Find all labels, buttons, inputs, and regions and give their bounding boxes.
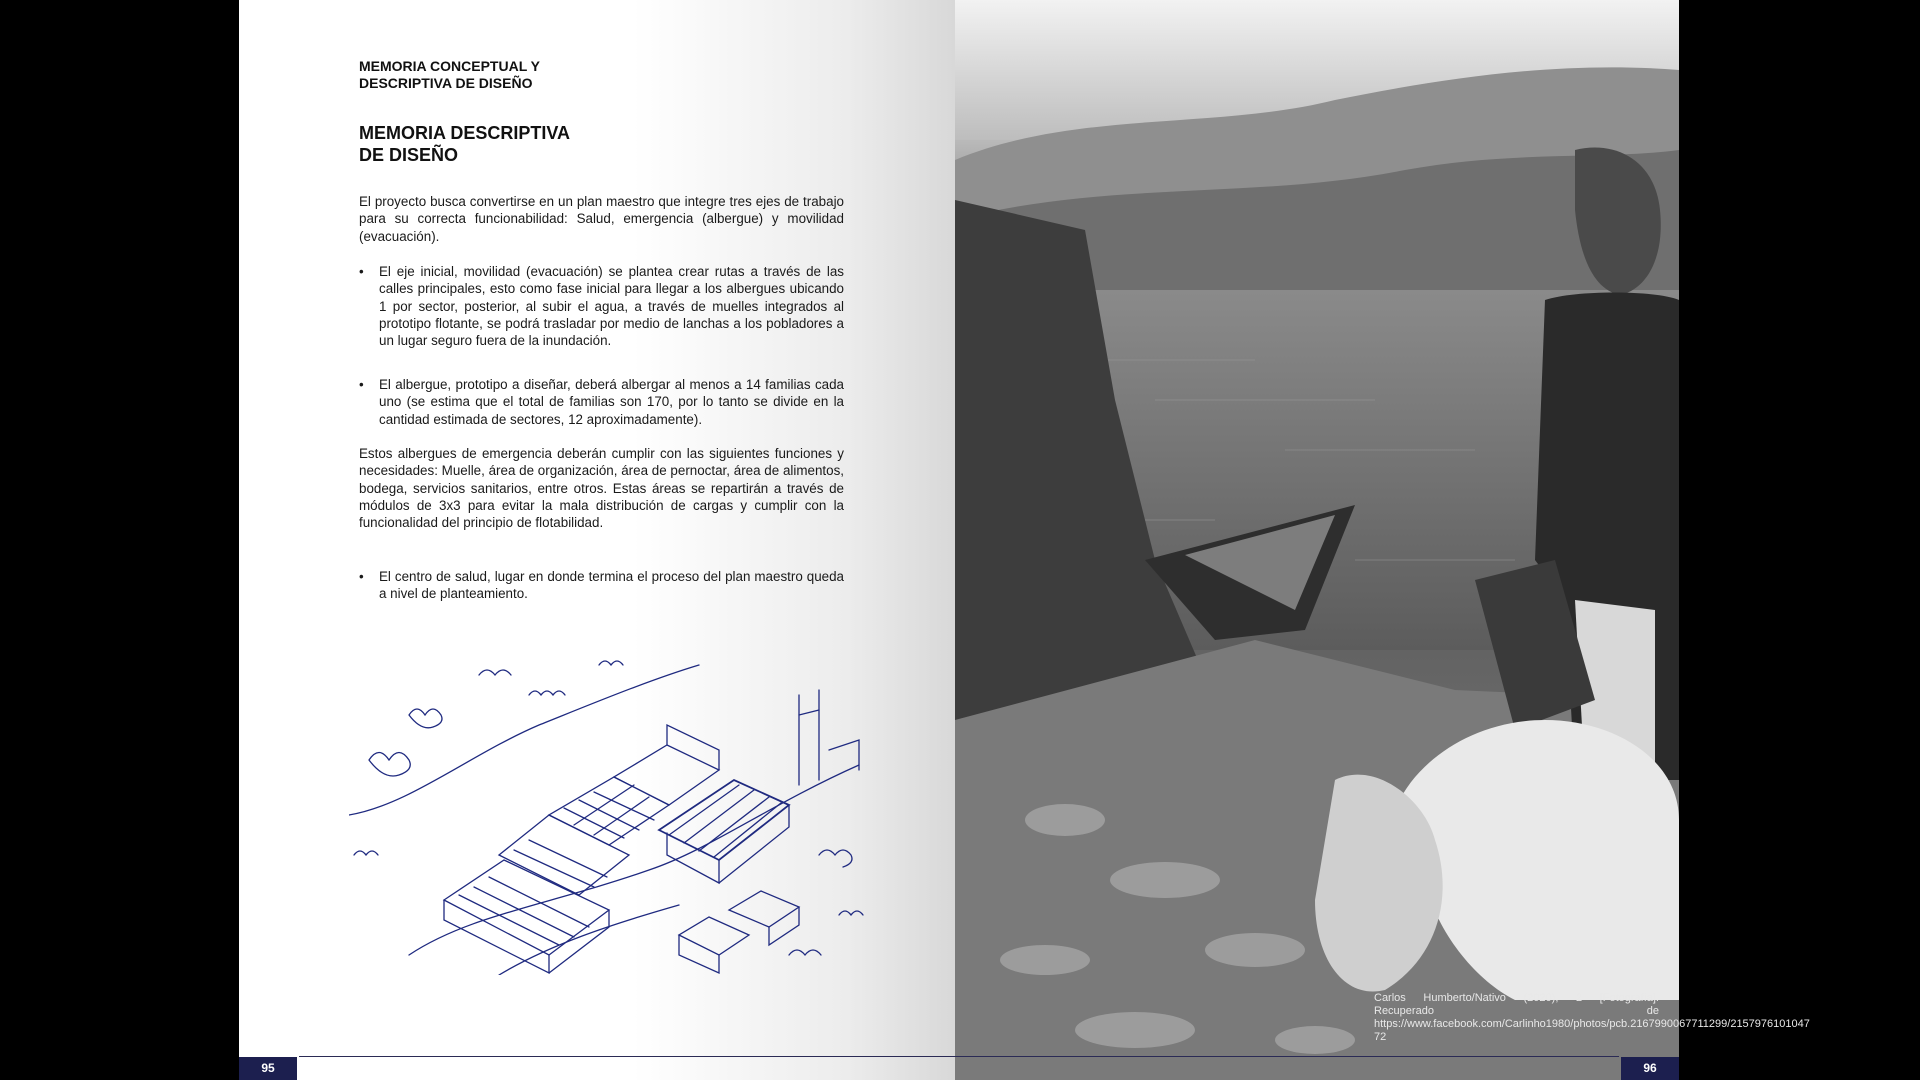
bullet-item xyxy=(359,376,844,428)
bullet-dot: • xyxy=(359,377,364,392)
bullet-text: El eje inicial, movilidad (evacuación) se plantea crear rutas a través de las calles principales, esto como fase inicial para llegar a los albergues ubicando 1 por sector, posterior, al subir el agua, a través de muelles integrados al prototipo flotante, se podrá trasladar por medio de lanchas a los pobladores a un lugar seguro fuera de la inundación. xyxy=(379,264,844,349)
shelter-sketch xyxy=(349,655,869,975)
bullet-dot: • xyxy=(359,569,364,584)
page-heading: MEMORIA DESCRIPTIVA DE DISEÑO xyxy=(359,123,571,165)
intro-paragraph: El proyecto busca convertirse en un plan maestro que integre tres ejes de trabajo para su correcta funcionabilidad: Salud, emergencia (albergue) y movilidad (evacuación). xyxy=(359,194,844,244)
photo-credit: Carlos Humberto/Nativo (2020), 2 [Fotografía]. Recuperado de https://www.facebook.com/Carlinho1980/photos/pcb.2167990067711299/2157976101047 72 xyxy=(1374,992,1810,1043)
page-number-left: 95 xyxy=(239,1057,297,1080)
bullet-item xyxy=(359,263,844,349)
footer-rule xyxy=(299,1056,1619,1057)
functions-paragraph: Estos albergues de emergencia deberán cumplir con las siguientes funciones y necesidades: Muelle, área de organización, área de pernoctar, área de alimentos, bodega, servicios sanitarios, entre otros. Estas áreas se repartirán a través de módulos de 3x3 para evitar la mala distribución de cargas y cumplir con la funcionalidad del principio de flotabilidad. xyxy=(359,446,844,531)
page-number-right: 96 xyxy=(1621,1057,1679,1080)
book-spread xyxy=(239,0,1810,1080)
bullet-item xyxy=(359,568,844,603)
bullet-text: El centro de salud, lugar en donde termina el proceso del plan maestro queda a nivel de planteamiento. xyxy=(379,569,844,602)
bullet-text: El albergue, prototipo a diseñar, deberá albergar al menos a 14 familias cada uno (se estima que el total de familias son 170, por lo tanto se divide en la cantidad estimada de sectores, 12 aproximadamente). xyxy=(379,377,844,427)
left-page xyxy=(239,0,955,1080)
bullet-dot: • xyxy=(359,264,364,279)
right-page xyxy=(955,0,1810,1080)
flood-photograph xyxy=(955,0,1810,1080)
section-label: MEMORIA CONCEPTUAL Y DESCRIPTIVA DE DISEÑO xyxy=(359,58,540,91)
